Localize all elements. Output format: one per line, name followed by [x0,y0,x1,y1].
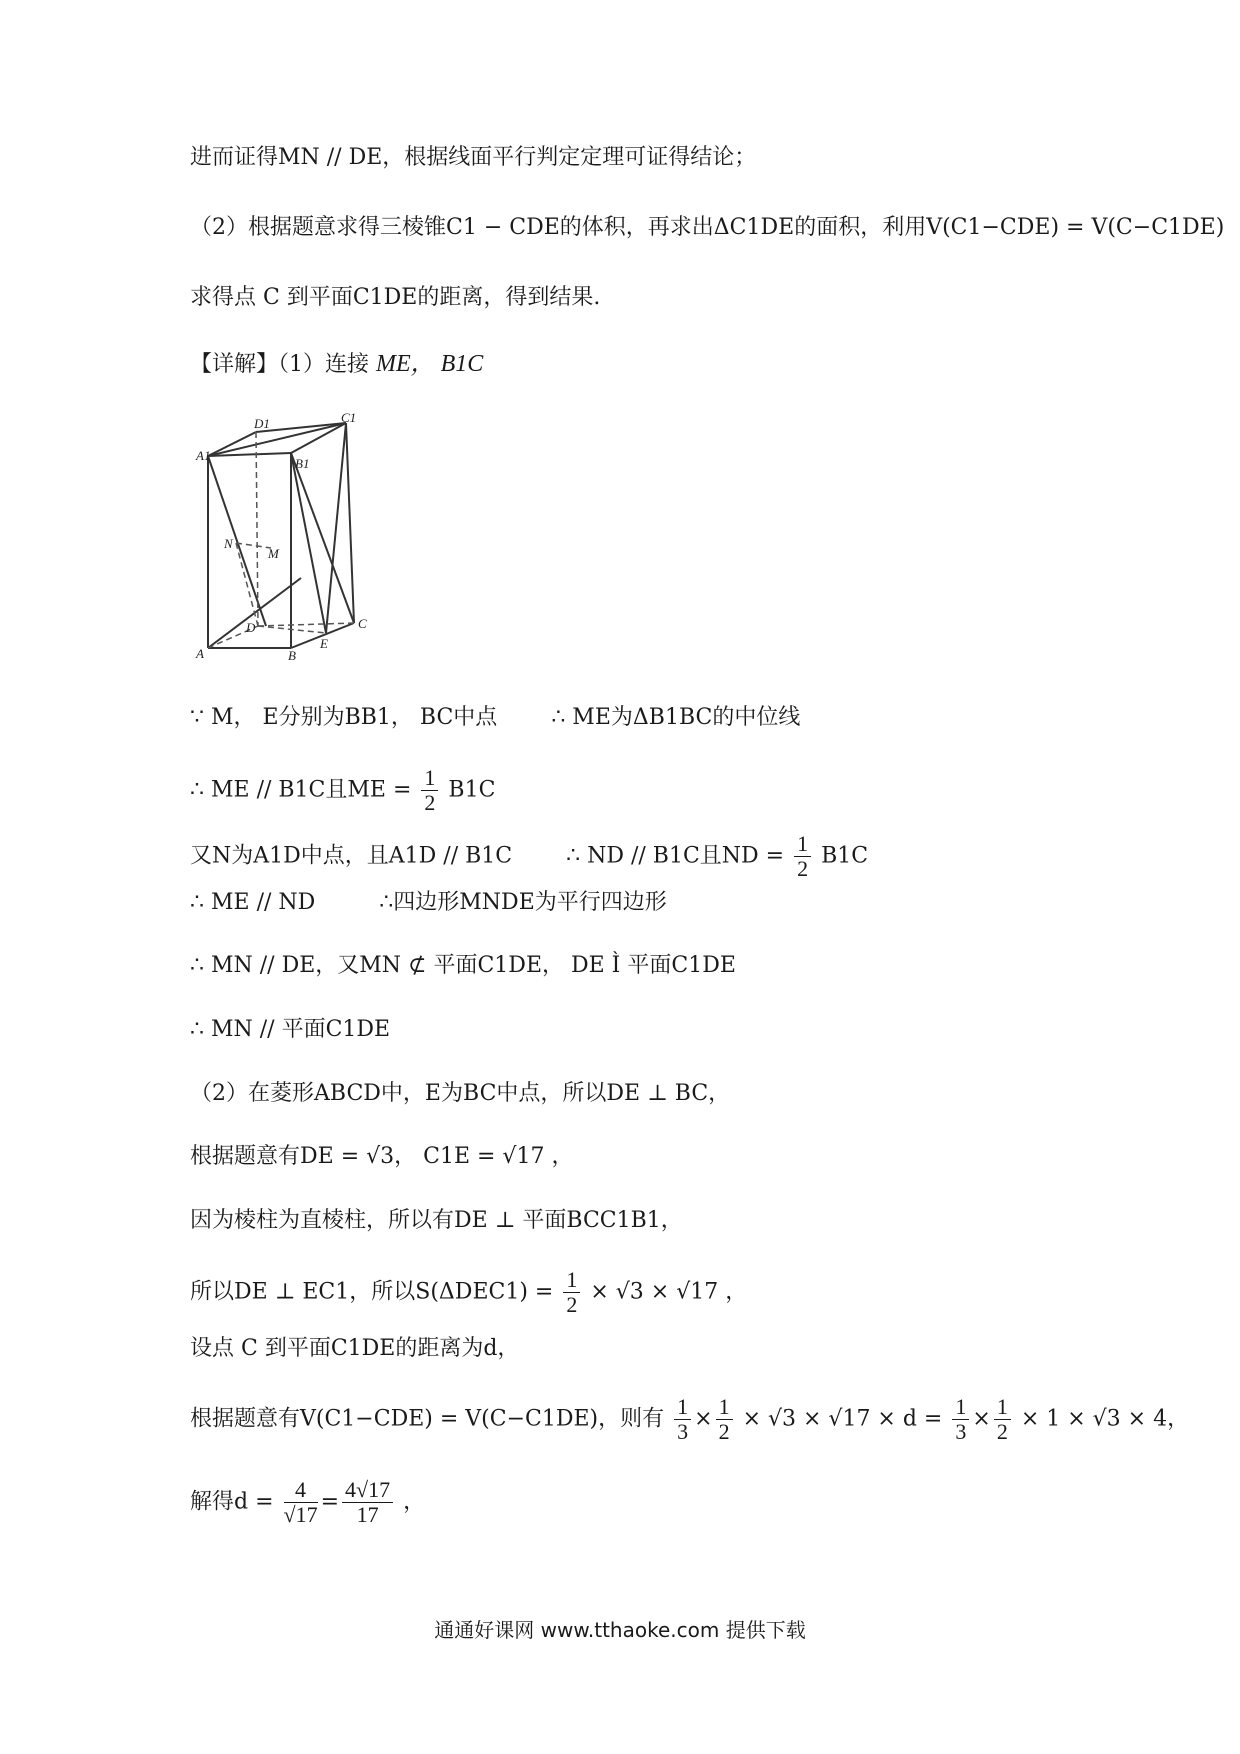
fraction-third: $\frac{1}{3}$ [674,1395,691,1444]
volume-tail: × 1 × √3 × 4， [1020,1406,1190,1432]
solve-d: 解得d = [190,1489,274,1515]
fraction-half-5: $\frac{1}{2}$ [994,1395,1011,1444]
label-M: M [268,546,279,561]
n-midpoint: 又N为A1D中点，且A1D // B1C [190,843,513,869]
label-D: D [246,620,256,635]
midline-statement: ∴ ME为ΔB1BC的中位线 [551,705,801,730]
text-line-14 [190,1268,747,1317]
nd-parallel-tail: B1C [821,843,869,869]
label-D1: D1 [254,416,270,431]
text-line-15: 设点 C 到平面C1DE的距离为d， [190,1336,520,1361]
text-line-9: ∴ MN // DE，又MN ⊄ 平面C1DE， DE Ì 平面C1DE [190,953,736,978]
text-line-17: 解得d = $\frac{4}{√17}$ = $\frac{4√17}{17}$ ， [190,1477,426,1527]
text-line-8 [190,888,667,918]
fraction-d: $\frac{4}{√17}$ [283,1477,318,1527]
label-B: B [288,648,296,663]
nd-parallel: ∴ ND // B1C且ND = [566,843,785,869]
text-line-2: （2）根据题意求得三棱锥C1 − CDE的体积，再求出ΔC1DE的面积，利用V(C1−CDE) = V(C−C1DE) [190,215,1225,240]
fraction-half-2: $\frac{1}{2}$ [794,832,811,881]
text-line-16: 根据题意有V(C1−CDE) = V(C−C1DE)，则有 $\frac{1}{3}$ × $\frac{1}{2}$ × √3 × √17 × d = $\frac{1}{3}$ × $\frac{1}{2}$ × 1 × √3 × 4， [190,1394,1190,1444]
text-line-6 [190,766,495,815]
parallelogram: ∴四边形MNDE为平行四边形 [379,890,667,915]
area-tail: × √3 × √17 ， [590,1279,748,1305]
label-C: C [358,616,367,631]
text-line-7 [190,832,868,881]
volume-statement: 根据题意有V(C1−CDE) = V(C−C1DE)，则有 [190,1406,665,1432]
detail-label: 【详解】（1）连接 [190,352,369,377]
label-N: N [224,536,233,551]
text-line-12: 根据题意有DE = √3， C1E = √17 ， [190,1144,574,1169]
text-line-5 [190,703,800,733]
label-C1: C1 [341,410,357,425]
label-A1: A1 [196,448,211,463]
me-parallel: ∴ ME // B1C且ME = [190,777,412,803]
text-line-11: （2）在菱形ABCD中，E为BC中点，所以DE ⊥ BC， [190,1081,731,1106]
text-line-10: ∴ MN // 平面C1DE [190,1017,391,1042]
me-parallel-tail: B1C [448,777,496,803]
detail-rest: ME， B1C [376,351,484,377]
fraction-half-3: $\frac{1}{2}$ [563,1268,580,1317]
volume-mid: × √3 × √17 × d = [742,1406,943,1432]
fraction-d2: $\frac{4√17}{17}$ [342,1478,393,1527]
solve-tail: ， [403,1489,426,1515]
fraction-half: $\frac{1}{2}$ [421,766,438,815]
text-line-13: 因为棱柱为直棱柱，所以有DE ⊥ 平面BCC1B1， [190,1208,683,1233]
footer-credit: 通通好课网 www.tthaoke.com 提供下载 [434,1618,806,1642]
text-line-4 [190,349,483,380]
label-E: E [320,636,328,651]
fraction-half-4: $\frac{1}{2}$ [716,1395,733,1444]
prism-figure [196,410,426,663]
midpoint-statement: ∵ M， E分别为BB1， BC中点 [190,705,498,730]
text-line-3: 求得点 C 到平面C1DE的距离，得到结果. [190,285,601,310]
fraction-third-2: $\frac{1}{3}$ [952,1395,969,1444]
label-B1: B1 [295,456,310,471]
area-statement: 所以DE ⊥ EC1，所以S(ΔDEC1) = [190,1279,561,1305]
text-line-1: 进而证得MN // DE，根据线面平行判定定理可证得结论； [190,145,757,170]
label-A: A [196,646,204,661]
me-nd: ∴ ME // ND [190,890,316,915]
